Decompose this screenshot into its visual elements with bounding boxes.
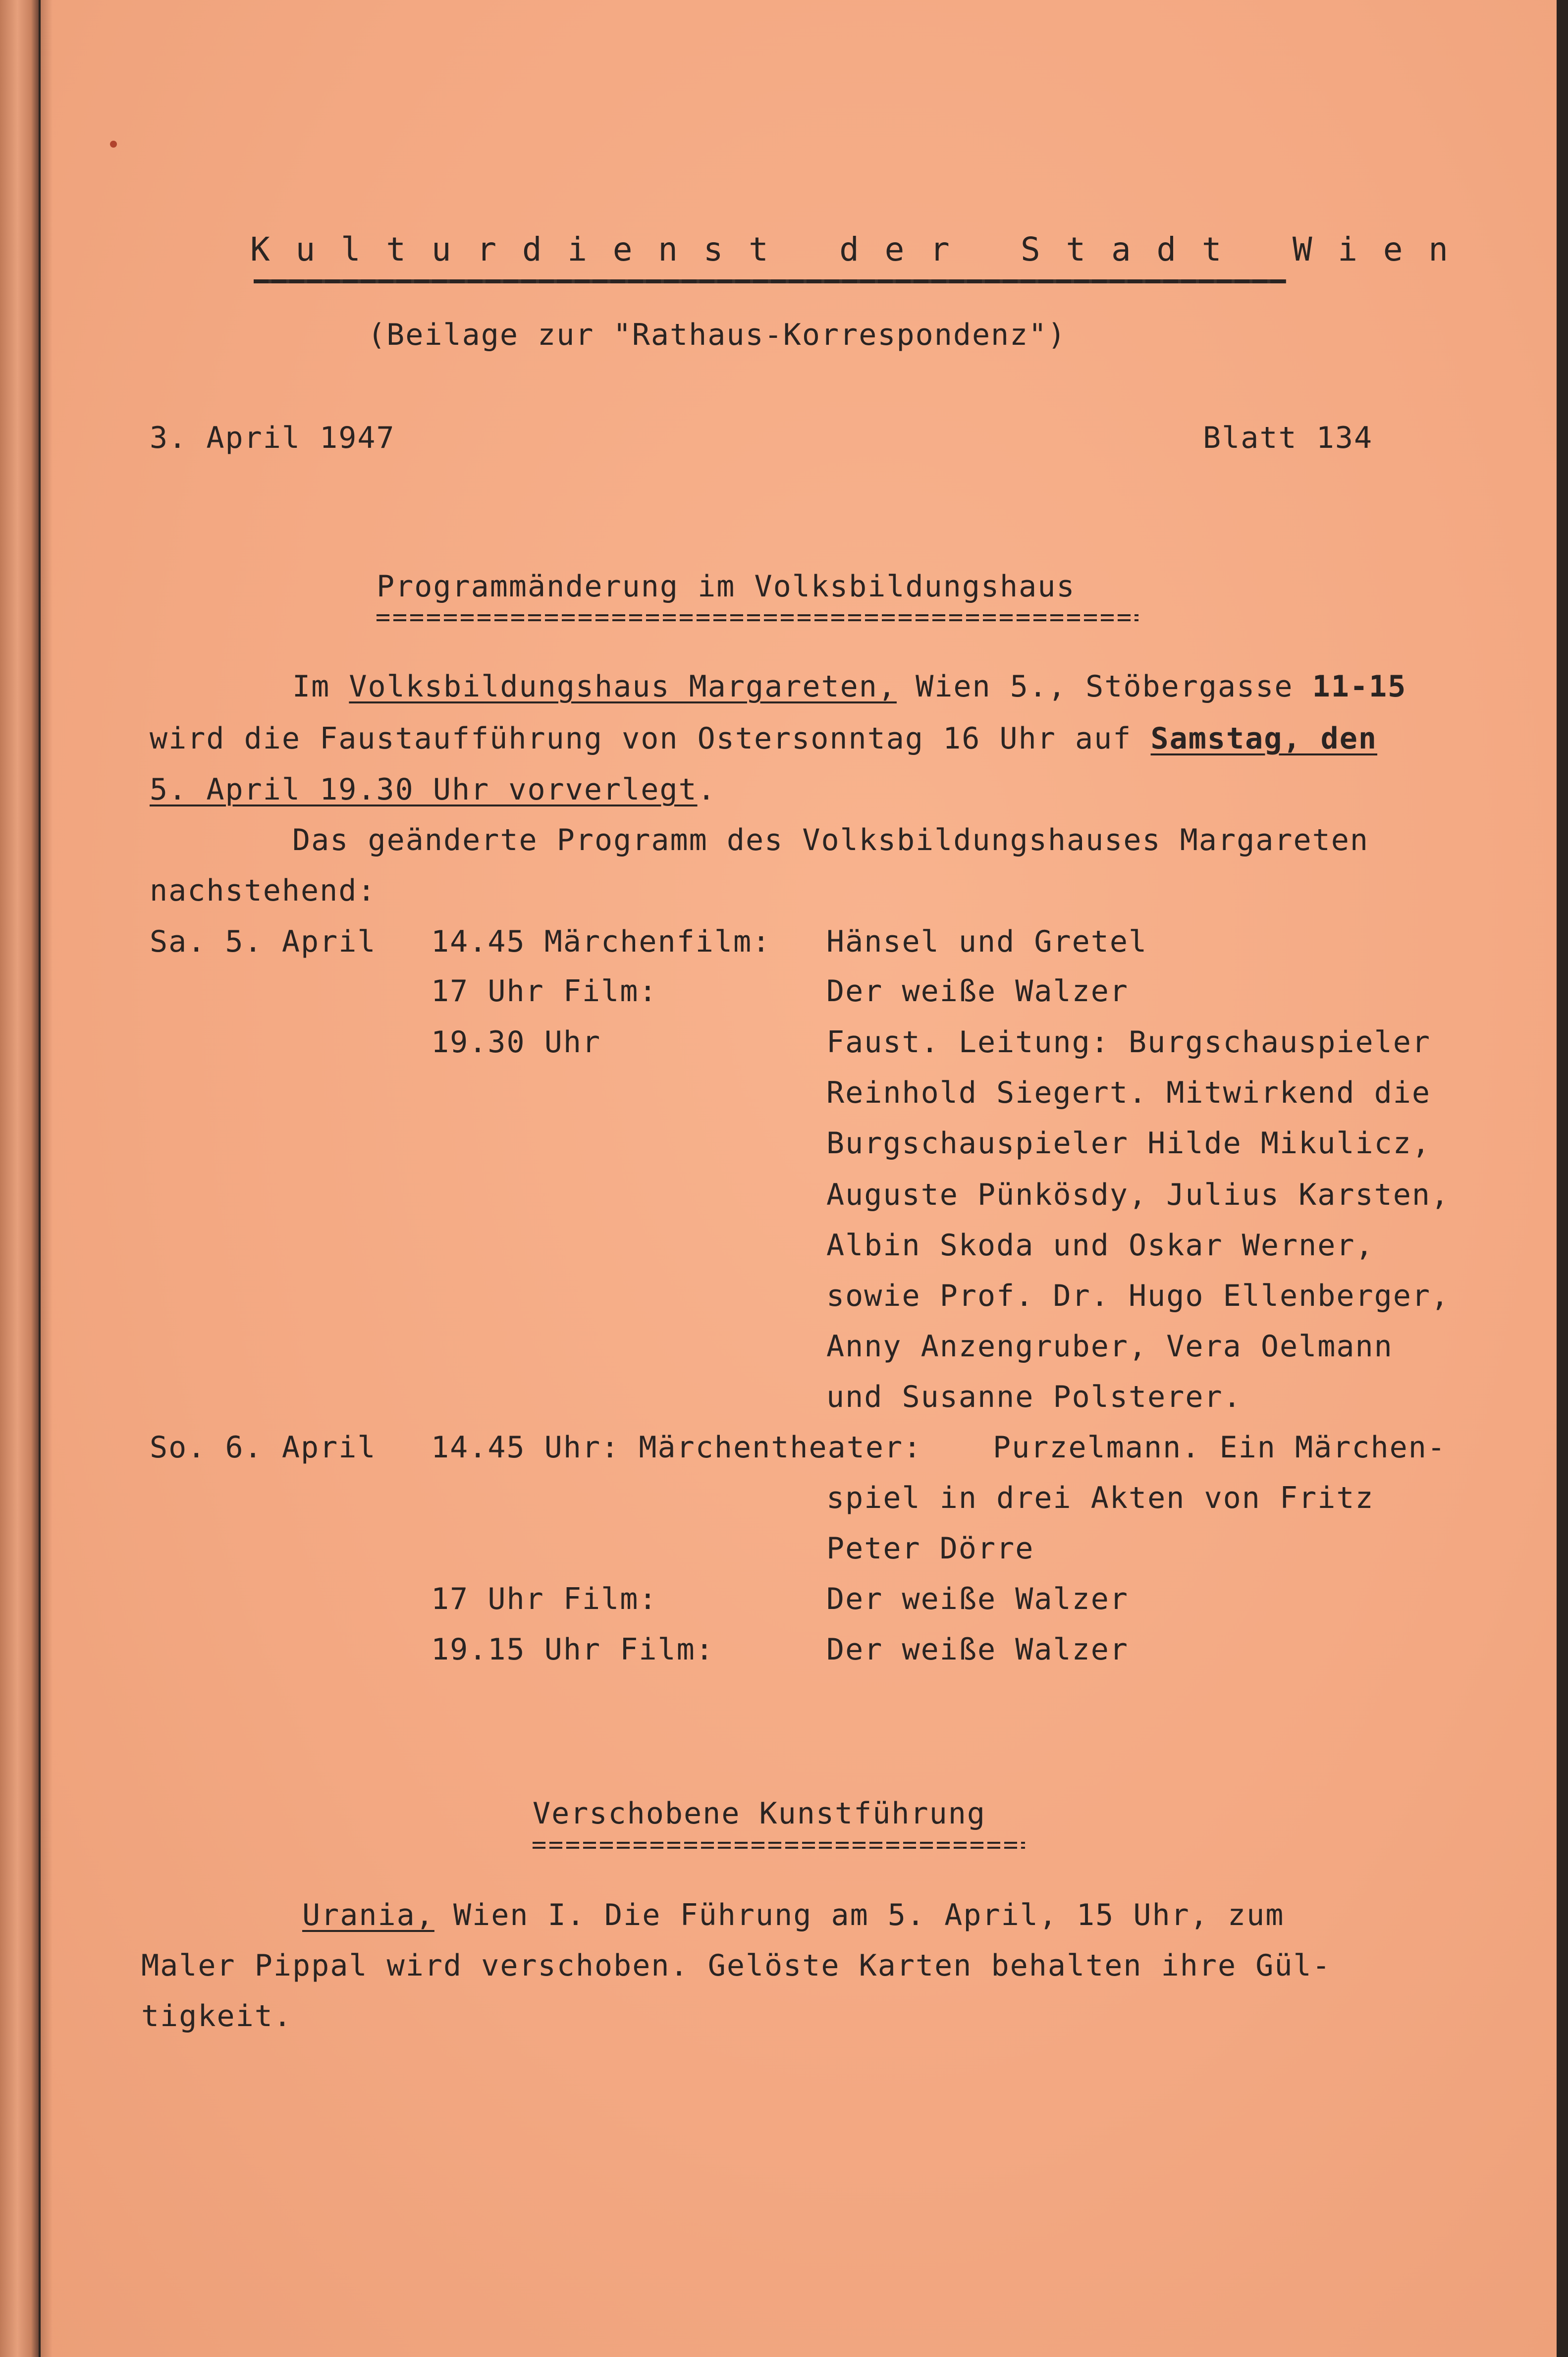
section2-heading-rule — [533, 1842, 1025, 1849]
header-title-double-rule — [254, 278, 1286, 284]
schedule-text: Faust. Leitung: Burgschauspieler — [826, 1025, 1431, 1060]
schedule-text: Burgschauspieler Hilde Mikulicz, — [826, 1126, 1431, 1161]
p1-line2-start: wird die Faustaufführung von Ostersonntag 16 Uhr auf — [150, 721, 1151, 756]
section2-line1 — [302, 1897, 1284, 1933]
section1-paragraph1-line1 — [292, 669, 1406, 704]
p1-number: 11-15 — [1312, 669, 1407, 704]
p1-place: Volksbildungshaus Margareten, — [349, 669, 897, 704]
section2-line3: tigkeit. — [141, 1999, 292, 2034]
schedule-day-sunday: So. 6. April — [150, 1430, 377, 1465]
p1-line3-end: . — [697, 772, 716, 807]
schedule-text: spiel in drei Akten von Fritz — [826, 1481, 1374, 1515]
schedule-text: Der weiße Walzer — [826, 974, 1129, 1009]
document-date: 3. April 1947 — [150, 421, 395, 455]
header-subtitle: (Beilage zur "Rathaus-Korrespondenz") — [368, 318, 1067, 352]
sheet-number: Blatt 134 — [1203, 421, 1373, 455]
schedule-time: 17 Uhr Film: — [431, 974, 658, 1009]
section1-paragraph1-line3 — [150, 772, 716, 807]
schedule-text: Purzelmann. Ein Märchen- — [993, 1430, 1446, 1465]
schedule-time: 17 Uhr Film: — [431, 1582, 658, 1616]
schedule-day-saturday: Sa. 5. April — [150, 924, 377, 959]
schedule-text: Peter Dörre — [826, 1531, 1034, 1566]
schedule-time: 14.45 Märchenfilm: — [431, 924, 771, 959]
p1-line3: 5. April 19.30 Uhr vorverlegt — [150, 772, 698, 807]
schedule-time: 19.30 Uhr — [431, 1025, 601, 1060]
book-spine — [0, 0, 39, 2357]
section1-paragraph1-line2 — [150, 721, 1377, 756]
section1-heading-rule — [377, 614, 1138, 621]
section1-heading: Programmänderung im Volksbildungshaus — [377, 569, 1076, 604]
schedule-time: 19.15 Uhr Film: — [431, 1632, 714, 1667]
p1-mid: Wien 5., Stöbergasse — [896, 669, 1312, 704]
schedule-text: sowie Prof. Dr. Hugo Ellenberger, — [826, 1279, 1450, 1313]
page-edge-shadow — [41, 0, 53, 2357]
p1-prefix: Im — [292, 669, 349, 704]
section1-paragraph2-line1: Das geänderte Programm des Volksbildungshauses Margareten — [292, 823, 1369, 857]
schedule-text: Anny Anzengruber, Vera Oelmann — [826, 1329, 1393, 1364]
schedule-text: Hänsel und Gretel — [826, 924, 1148, 959]
ink-spot — [110, 141, 117, 148]
section1-paragraph2-line2: nachstehend: — [150, 873, 377, 908]
schedule-text: Der weiße Walzer — [826, 1632, 1129, 1667]
section2-heading: Verschobene Kunstführung — [533, 1796, 986, 1831]
section2-line1-rest: Wien I. Die Führung am 5. April, 15 Uhr, zum — [434, 1898, 1285, 1932]
section2-place: Urania, — [302, 1898, 434, 1932]
p1-line2-date: Samstag, den — [1150, 721, 1378, 756]
header-title: K u l t u r d i e n s t d e r S t a d t W i e n — [250, 230, 1451, 268]
schedule-time: 14.45 Uhr: Märchentheater: — [431, 1430, 922, 1465]
schedule-text: Auguste Pünkösdy, Julius Karsten, — [826, 1178, 1450, 1212]
schedule-text: Albin Skoda und Oskar Werner, — [826, 1228, 1374, 1263]
section2-line2: Maler Pippal wird verschoben. Gelöste Karten behalten ihre Gül- — [141, 1948, 1331, 1983]
schedule-text: Reinhold Siegert. Mitwirkend die — [826, 1075, 1431, 1110]
schedule-text: Der weiße Walzer — [826, 1582, 1129, 1616]
schedule-text: und Susanne Polsterer. — [826, 1380, 1242, 1414]
